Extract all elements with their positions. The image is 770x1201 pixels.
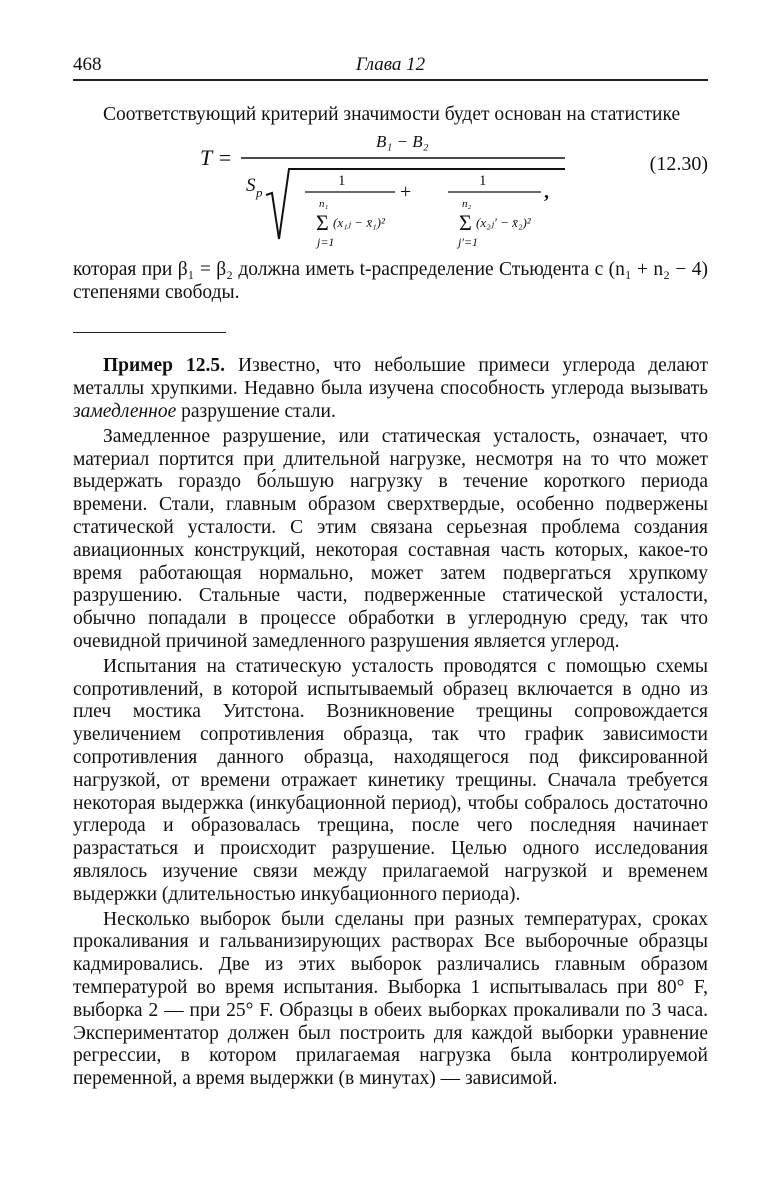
formula-lhs: T =	[200, 144, 233, 170]
sum-term-2: (x₂ⱼ′ − x̄₂)²	[476, 214, 531, 230]
sigma-1: Σ	[316, 209, 329, 235]
sum-lower-1: j=1	[317, 234, 335, 249]
page-number: 468	[73, 54, 102, 75]
example-paragraph-2: Замедленное разрушение, или статическая усталость, означает, что материал портится при длительной нагрузке, несмотря на то что может выдержать гораздо бо́льшую нагрузку в течение короткого периода времени. Стали, главным образом сверхтвердые, особенно подвержены статической усталости. С этим связана серьезная проблема создания авиационных конструкций, некоторая составная часть которых, какое-то время работающая нормально, может затем подвергаться хрупкому разрушению. Стальные части, подверженные статической усталости, обычно попадали в процессе обработки в углеродную среду, так что очевидной причиной замедленного разрушения является углерод.	[73, 425, 708, 652]
example-paragraph-3: Испытания на статическую усталость проводятся с помощью схемы сопротивлений, в которой испытываемый образец включается в одно из плеч мостика Уитстона. Возникновение трещины сопровождается увеличением сопротивления образца, так что график зависимости сопротивления данного образца, находящегося под фиксированной нагрузкой, от времени отражает кинетику трещины. Сначала требуется некоторая выдержка (инкубационной период), чтобы собралось достаточно углерода и образовалась трещина, после чего последняя начинает разрастаться и происходит разрушение. Целью одного исследования являлось изучение связи между прилагаемой нагрузкой и временем выдержки (длительностью инкубационного периода).	[73, 655, 708, 905]
emphasized-term: замедленное	[73, 400, 177, 422]
trailing-comma: ,	[544, 180, 549, 203]
intro-paragraph: Соответствующий критерий значимости будет основан на статистике	[103, 104, 681, 125]
sum-term-1: (x₁ⱼ − x̄₁)²	[333, 214, 385, 230]
formula-12-30	[73, 131, 708, 259]
after-formula-paragraph: которая при β₁ = β₂ должна иметь t-распределение Стьюдента с (n₁ + n₂ − 4) степенями свободы.	[73, 258, 708, 303]
chapter-title: Глава 12	[355, 54, 426, 75]
pooled-s-subscript: p	[256, 184, 263, 200]
formula-graphic	[73, 131, 708, 259]
sum-upper-1: n₁	[319, 197, 329, 210]
one-1: 1	[338, 172, 346, 189]
example-label: Пример 12.5.	[103, 355, 226, 377]
sigma-2: Σ	[459, 209, 472, 235]
running-header	[73, 54, 708, 78]
pooled-s: S	[246, 174, 256, 196]
sum-lower-2: j′=1	[458, 234, 479, 249]
example-text-a: Известно, что небольшие примеси углерода делают металлы хрупкими. Недавно была изучена способность углерода вызывать	[73, 355, 708, 400]
book-page	[73, 54, 708, 1091]
one-2: 1	[479, 172, 487, 189]
sum-upper-2: n₂	[462, 197, 472, 210]
equation-number: (12.30)	[649, 152, 708, 175]
example-paragraph-1	[73, 355, 708, 423]
plus-sign: +	[400, 180, 412, 203]
example-paragraph-4: Несколько выборок были сделаны при разных температурах, сроках прокаливания и гальванизирующих растворах Все выборочные образцы кадмировались. Две из этих выборок различались главным образом температурой во время испытания. Выборка 1 испытывалась при 80° F, выборка 2 — при 25° F. Образцы в обеих выборках прокаливали по 3 часа. Экспериментатор должен был построить для каждой выборки уравнение регрессии, в котором прилагаемая нагрузка была контролируемой переменной, а время выдержки (в минутах) — зависимой.	[73, 908, 708, 1090]
formula-numerator: B₁ − B₂	[376, 131, 429, 151]
header-rule	[73, 79, 708, 81]
example-text-b: разрушение стали.	[176, 400, 336, 422]
section-rule	[73, 332, 226, 333]
